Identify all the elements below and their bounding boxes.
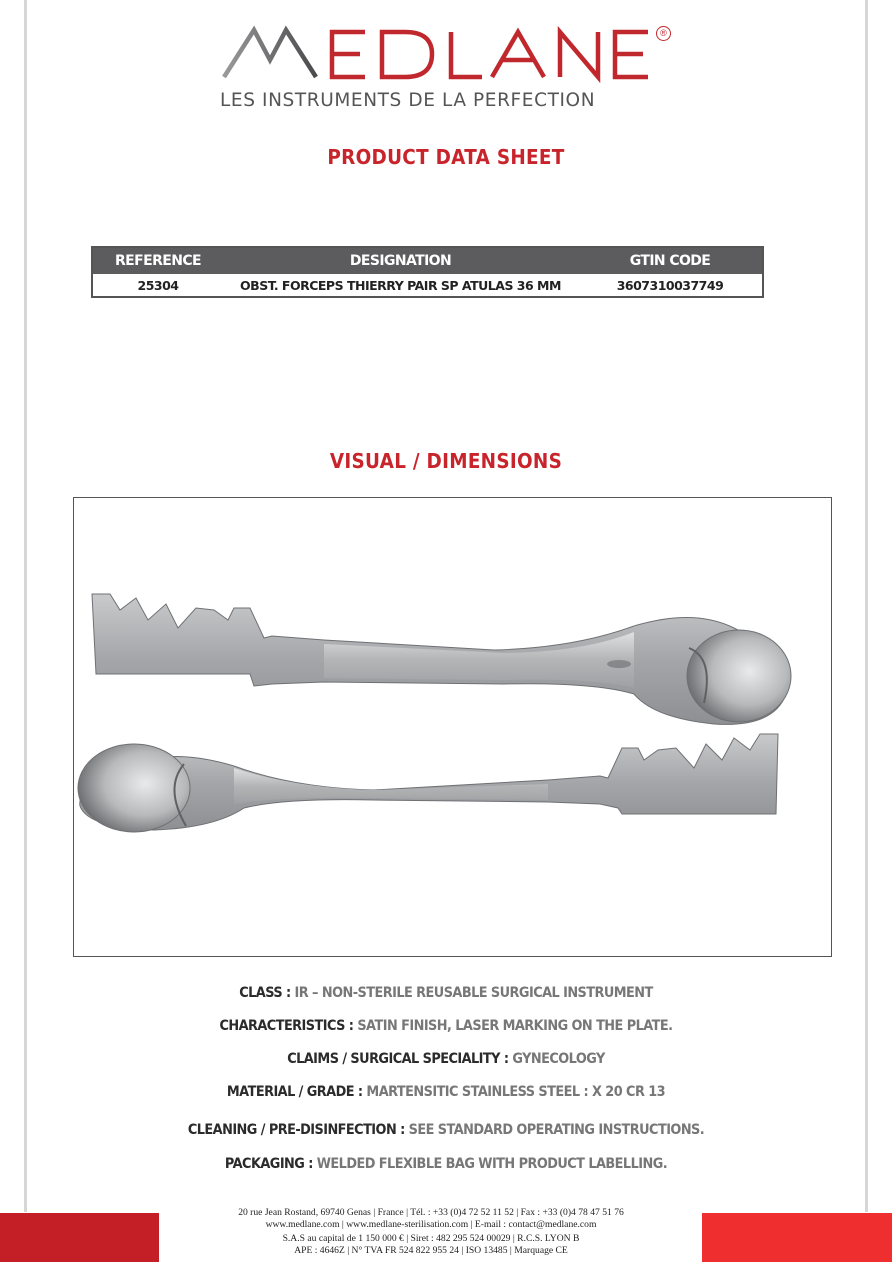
spec-label: CLAIMS / SURGICAL SPECIALITY : [287,1051,509,1067]
header-reference: REFERENCE [92,247,223,274]
spec-label: CLASS : [239,985,291,1001]
lower-forceps-blade [78,734,778,832]
footer-address: 20 rue Jean Rostand, 69740 Genas | France | Tél. : +33 (0)4 72 52 11 52 | Fax : +33 (0)4 78 47 51 76 [238,1207,624,1218]
spec-label: MATERIAL / GRADE : [226,1084,363,1100]
registered-mark: ® [656,26,671,41]
spec-label: CHARACTERISTICS : [219,1018,354,1034]
spec-value: GYNECOLOGY [508,1051,605,1067]
product-image-frame [73,497,832,957]
spec-cleaning [36,1122,857,1138]
spec-value: SEE STANDARD OPERATING INSTRUCTIONS. [404,1122,705,1138]
spec-claims [36,1051,857,1067]
spec-value: MARTENSITIC STAINLESS STEEL : X 20 CR 13 [362,1084,666,1100]
upper-forceps-blade [92,594,791,724]
spec-material [36,1084,857,1100]
right-margin-rule [865,0,868,1212]
page-title: PRODUCT DATA SHEET [327,145,565,169]
footer-registration: APE : 4646Z | N° TVA FR 524 822 955 24 | ISO 13485 | Marquage CE [294,1245,568,1256]
spec-label: CLEANING / PRE-DISINFECTION : [187,1122,405,1138]
visual-section-title: VISUAL / DIMENSIONS [329,449,563,473]
footer-websites: www.medlane.com | www.medlane-sterilisation.com | E-mail : contact@medlane.com [265,1219,597,1230]
header-gtin: GTIN CODE [578,247,763,274]
spec-label: PACKAGING : [224,1156,313,1172]
spec-value: SATIN FINISH, LASER MARKING ON THE PLATE. [353,1018,673,1034]
spec-class [36,985,857,1001]
medlane-wordmark-graphic [220,22,670,92]
forceps-illustration [74,498,831,956]
left-margin-rule [24,0,27,1212]
cell-reference: 25304 [137,277,179,293]
table-header-row [92,247,763,274]
cell-gtin: 3607310037749 [616,277,724,293]
footer-company-info: S.A.S au capital de 1 150 000 € | Siret : 482 295 524 00029 | R.C.S. LYON B [282,1233,580,1244]
cell-designation: OBST. FORCEPS THIERRY PAIR SP ATULAS 36 MM [240,277,561,293]
spec-characteristics [36,1018,857,1034]
footer-red-bar-left [0,1213,159,1262]
spec-value: IR – NON-STERILE REUSABLE SURGICAL INSTRUMENT [290,985,653,1001]
table-row [92,274,763,297]
brand-tagline: LES INSTRUMENTS DE LA PERFECTION [220,90,596,111]
header-designation: DESIGNATION [223,247,578,274]
spec-value: WELDED FLEXIBLE BAG WITH PRODUCT LABELLING. [312,1156,668,1172]
spec-packaging [36,1156,857,1172]
footer-red-bar-right [702,1213,892,1262]
product-reference-table [91,246,764,298]
